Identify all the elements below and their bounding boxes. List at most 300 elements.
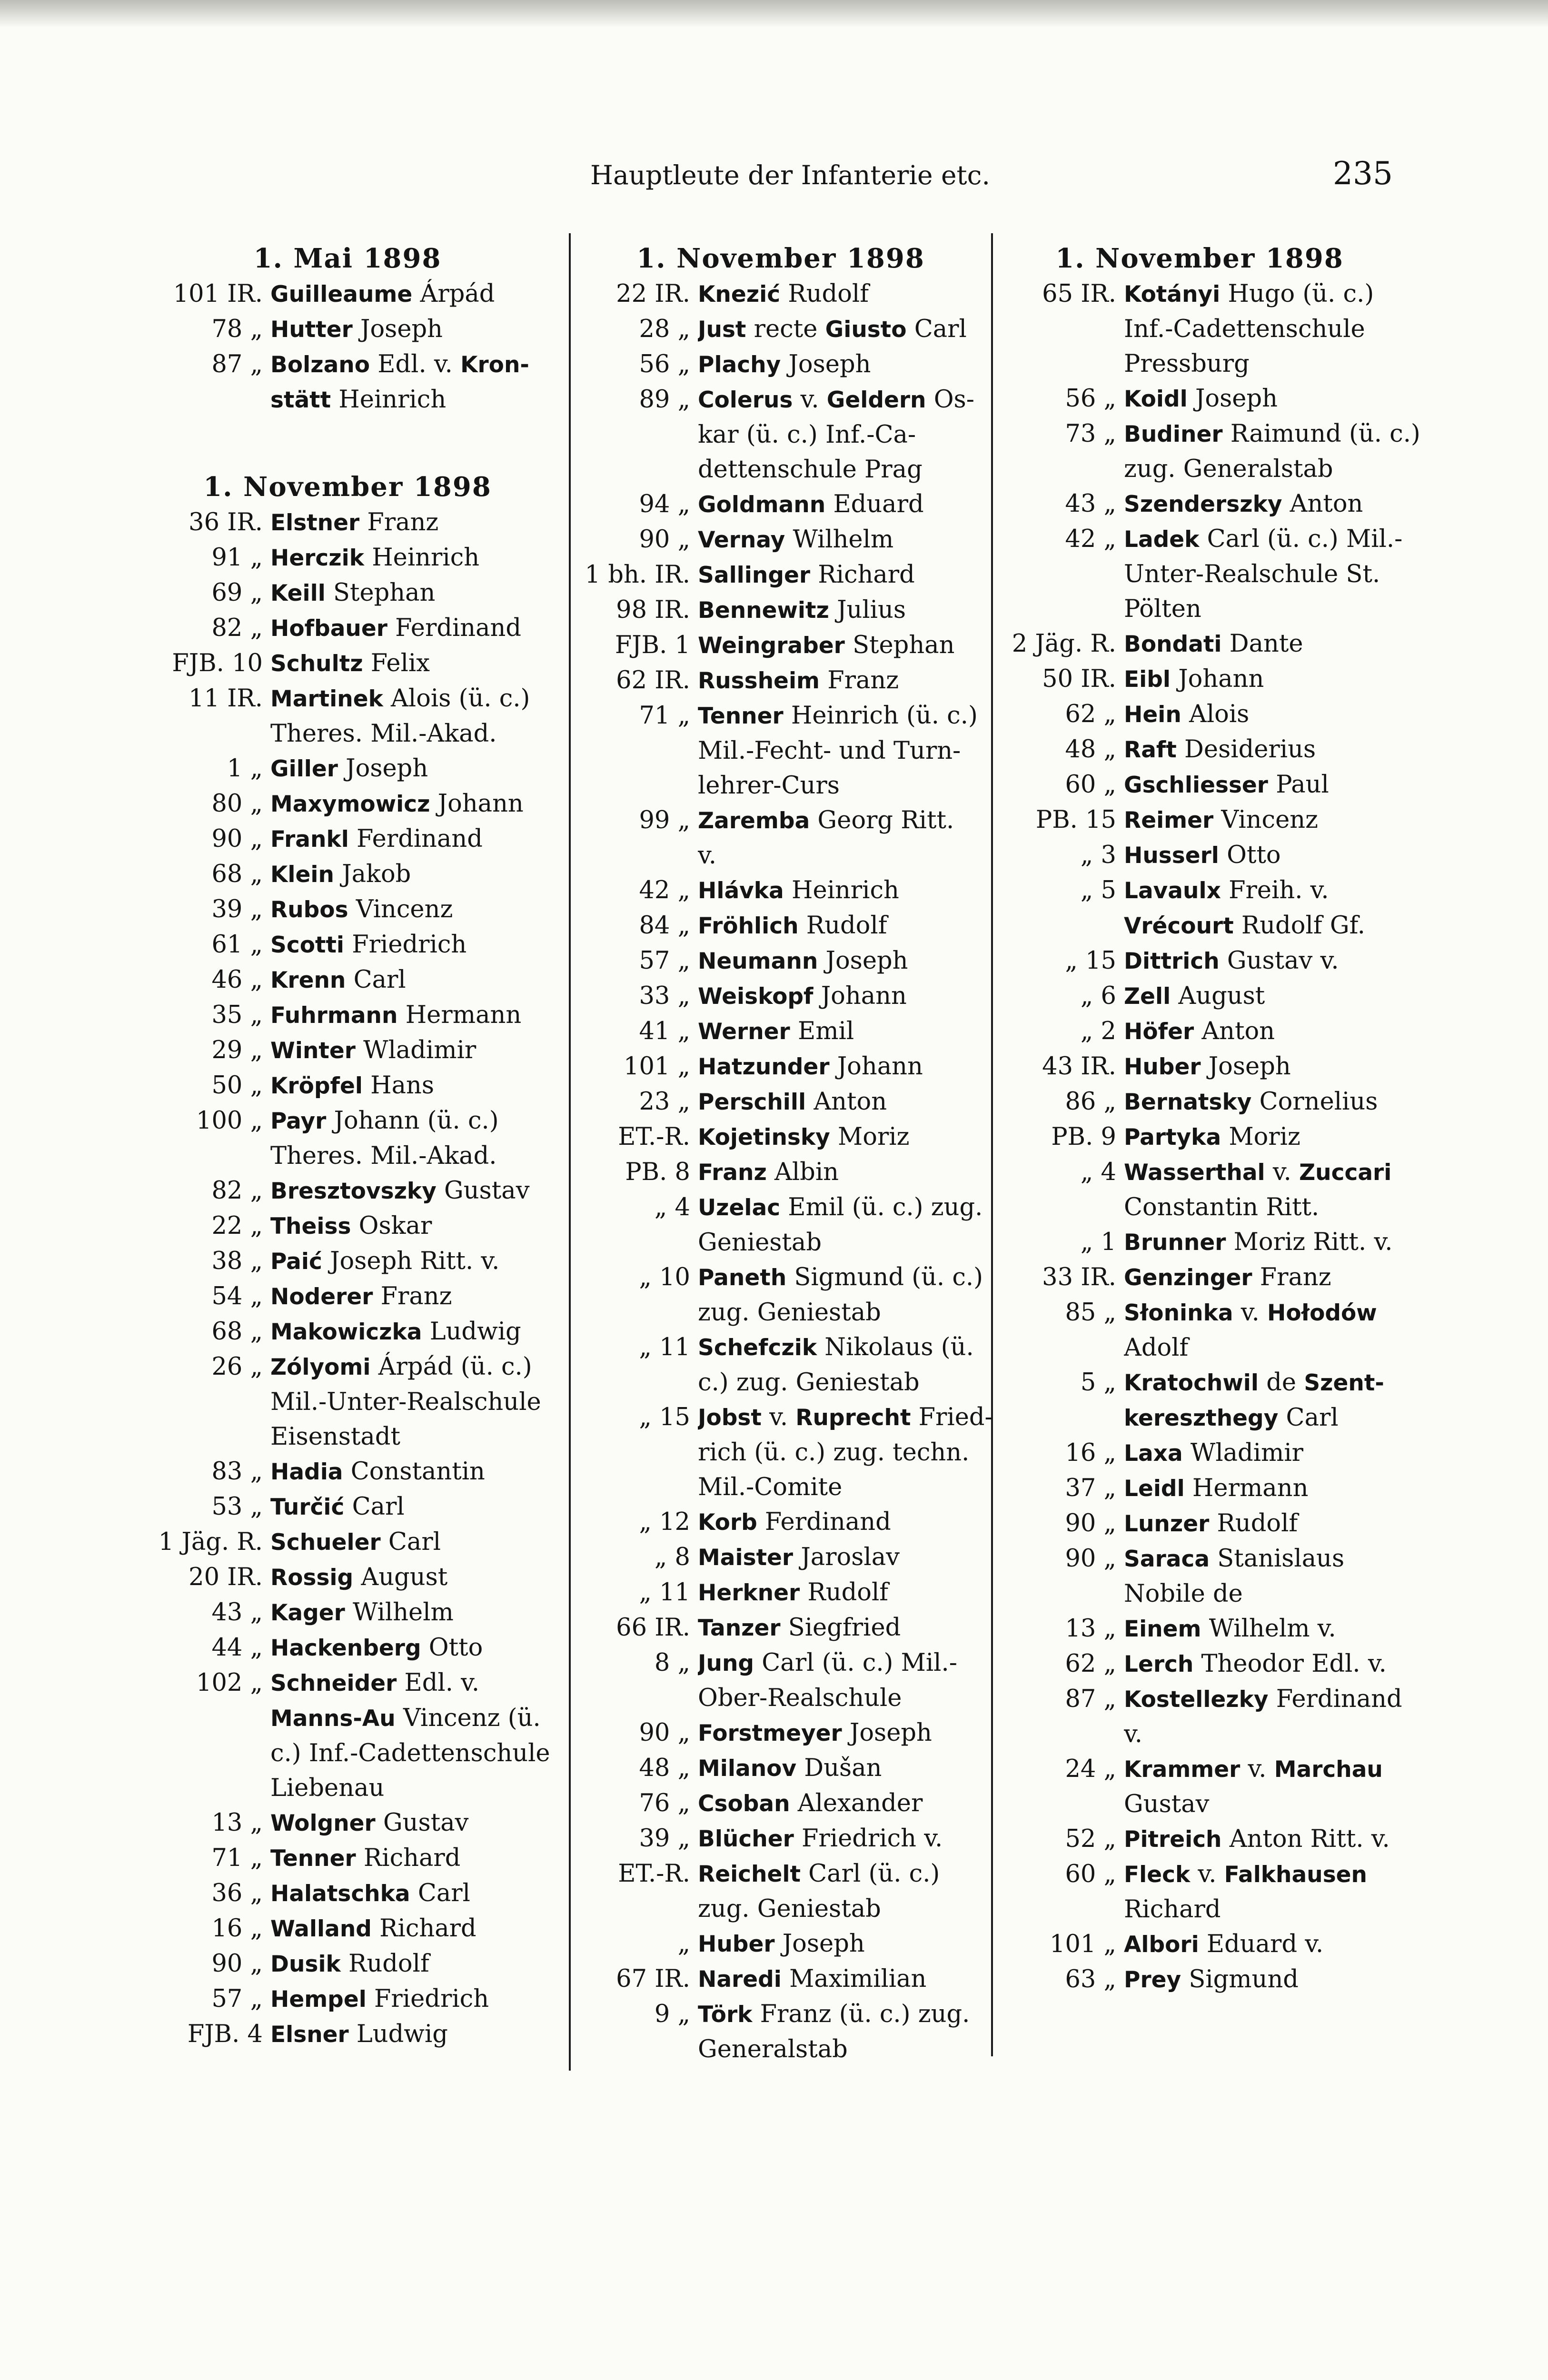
entry-text bbox=[698, 1926, 988, 1962]
roster-entry bbox=[138, 1525, 557, 1560]
given-name: Fried- bbox=[911, 1403, 993, 1431]
entry-text bbox=[270, 1454, 557, 1489]
entry-text bbox=[698, 1751, 988, 1786]
surname: Colerus bbox=[698, 387, 793, 413]
entry-text bbox=[1124, 1225, 1402, 1260]
unit-label: 87 „ bbox=[1065, 1685, 1116, 1713]
roster-entry bbox=[138, 822, 557, 857]
entry-text bbox=[698, 803, 988, 873]
entry-text bbox=[1124, 838, 1402, 873]
given-name: Eduard bbox=[825, 490, 924, 518]
entry-line bbox=[698, 1400, 993, 1435]
entry-line bbox=[270, 892, 557, 927]
entry-text bbox=[270, 892, 557, 927]
entry-line bbox=[270, 962, 557, 998]
surname: Husserl bbox=[1124, 843, 1219, 869]
entry-line bbox=[698, 1575, 988, 1610]
surname: Budiner bbox=[1124, 421, 1223, 447]
entry-line bbox=[270, 1314, 557, 1349]
roster-entry bbox=[997, 943, 1402, 979]
given-name: Alexander bbox=[790, 1789, 923, 1817]
entry-text bbox=[270, 927, 557, 962]
surname: Kojetinsky bbox=[698, 1124, 830, 1150]
entry-text bbox=[1124, 943, 1402, 979]
given-name: Stephan bbox=[325, 579, 436, 607]
entry-text bbox=[698, 1646, 988, 1716]
unit-label: 24 „ bbox=[1065, 1755, 1116, 1783]
surname: Giusto bbox=[825, 317, 907, 343]
unit-label: 42 „ bbox=[639, 876, 690, 904]
unit-label: 36 IR. bbox=[189, 508, 263, 536]
entry-text bbox=[1124, 1541, 1402, 1611]
surname: Kröpfel bbox=[270, 1073, 363, 1099]
unit-label: „ bbox=[677, 1930, 690, 1958]
entry-text bbox=[698, 1330, 988, 1400]
entry-text bbox=[698, 1155, 988, 1190]
unit-label: 48 „ bbox=[1065, 735, 1116, 764]
entry-text bbox=[1124, 277, 1402, 381]
entry-line bbox=[698, 557, 988, 593]
given-name: Felix bbox=[363, 649, 430, 677]
surname: Albori bbox=[1124, 1932, 1199, 1958]
entry-line bbox=[1124, 943, 1402, 979]
entry-text bbox=[698, 628, 988, 663]
unit-label: 13 „ bbox=[211, 1809, 263, 1837]
surname: Schueler bbox=[270, 1529, 381, 1556]
surname: Theiss bbox=[270, 1213, 351, 1240]
entry-line bbox=[698, 1786, 988, 1821]
entry-line bbox=[1124, 1611, 1402, 1646]
surname: Schneider bbox=[270, 1670, 397, 1696]
given-name: Carl (ü. c.) bbox=[800, 1860, 940, 1888]
unit-label: „ 4 bbox=[654, 1193, 690, 1221]
given-name: Heinrich bbox=[331, 386, 447, 414]
entry-line bbox=[270, 2017, 557, 2052]
surname: Weingraber bbox=[698, 633, 845, 659]
roster-entry bbox=[574, 1014, 988, 1049]
entry-line bbox=[698, 522, 988, 557]
surname: Kratochwil bbox=[1124, 1370, 1259, 1396]
roster-entry bbox=[997, 1295, 1402, 1365]
surname: Szent- bbox=[1304, 1370, 1384, 1396]
roster-entry bbox=[574, 1646, 988, 1716]
surname: Jobst bbox=[698, 1405, 762, 1431]
column-3 bbox=[997, 240, 1420, 1997]
entry-line bbox=[698, 1295, 988, 1330]
given-name: Mil.-Unter-Realschule bbox=[270, 1388, 541, 1416]
given-name: Richard bbox=[371, 1914, 476, 1943]
roster-entry bbox=[997, 277, 1402, 381]
unit-label: „ 11 bbox=[639, 1333, 690, 1361]
entry-line bbox=[1124, 1471, 1402, 1506]
roster-entry bbox=[574, 1856, 988, 1926]
given-name: Sigmund bbox=[1181, 1965, 1299, 1993]
surname: Törk bbox=[698, 2002, 753, 2028]
roster-entry bbox=[574, 628, 988, 663]
entry-text bbox=[270, 1103, 557, 1173]
given-name: August bbox=[1171, 982, 1265, 1010]
entry-text bbox=[270, 2017, 557, 2052]
entry-text bbox=[1124, 1014, 1402, 1049]
surname: Bolzano bbox=[270, 352, 370, 378]
given-name: rich (ü. c.) zug. techn. bbox=[698, 1438, 970, 1467]
unit-label: 101 „ bbox=[624, 1052, 690, 1081]
entry-line bbox=[1124, 347, 1402, 381]
given-name: Gustav bbox=[1124, 1790, 1210, 1818]
surname: Schefczik bbox=[698, 1335, 817, 1361]
surname: Bondati bbox=[1124, 631, 1222, 657]
entry-text bbox=[698, 1014, 988, 1049]
entry-line bbox=[270, 927, 557, 962]
entry-text bbox=[1124, 1682, 1402, 1752]
entry-line bbox=[1124, 557, 1402, 592]
entry-line bbox=[698, 1155, 988, 1190]
entry-text bbox=[270, 857, 557, 892]
given-name: recte bbox=[746, 315, 825, 343]
roster-entry bbox=[574, 522, 988, 557]
unit-label: 71 „ bbox=[639, 702, 690, 730]
section-heading: 1. Mai 1898 bbox=[253, 243, 442, 274]
roster-entry bbox=[574, 1049, 988, 1084]
entry-text bbox=[698, 1120, 988, 1155]
roster-entry bbox=[997, 1857, 1402, 1927]
surname: Werner bbox=[698, 1019, 790, 1045]
unit-label: 76 „ bbox=[639, 1789, 690, 1817]
surname: Prey bbox=[1124, 1967, 1181, 1993]
unit-label: 1 „ bbox=[227, 754, 263, 783]
roster-entry bbox=[997, 732, 1402, 767]
given-name: Jaroslav bbox=[793, 1543, 900, 1571]
given-name: Joseph Ritt. v. bbox=[322, 1247, 500, 1275]
roster-entry bbox=[138, 1666, 557, 1805]
entry-line bbox=[270, 1666, 557, 1701]
given-name: Friedrich bbox=[366, 1985, 489, 2013]
roster-entry bbox=[138, 1314, 557, 1349]
given-name: Raimund (ü. c.) bbox=[1222, 420, 1420, 448]
given-name: Unter-Realschule St. bbox=[1124, 560, 1380, 588]
entry-text bbox=[698, 1505, 988, 1540]
roster-entry bbox=[574, 593, 988, 628]
surname: Herkner bbox=[698, 1580, 800, 1606]
roster-entry bbox=[138, 347, 557, 417]
given-name: zug. Geniestab bbox=[698, 1895, 881, 1923]
roster-entry bbox=[138, 1103, 557, 1173]
surname: Leidl bbox=[1124, 1476, 1185, 1502]
entry-line bbox=[270, 575, 557, 611]
surname: Krammer bbox=[1124, 1756, 1240, 1783]
given-name: Richard bbox=[356, 1844, 461, 1872]
entry-text bbox=[1124, 1295, 1402, 1365]
entry-text bbox=[1124, 662, 1402, 697]
entry-line bbox=[270, 681, 557, 716]
entry-text bbox=[1124, 626, 1402, 662]
roster-entry bbox=[997, 697, 1402, 732]
roster-entry bbox=[574, 1751, 988, 1786]
entry-text bbox=[1124, 1857, 1402, 1927]
given-name: Wladimir bbox=[355, 1036, 476, 1064]
roster-entry bbox=[574, 803, 988, 873]
surname: Dittrich bbox=[1124, 948, 1220, 974]
surname: Krenn bbox=[270, 967, 346, 993]
entry-line bbox=[1124, 979, 1402, 1014]
unit-label: 90 „ bbox=[639, 1719, 690, 1747]
entry-line bbox=[1124, 838, 1402, 873]
given-name: Johann bbox=[1170, 665, 1264, 693]
entry-line bbox=[1124, 697, 1402, 732]
surname: Höfer bbox=[1124, 1019, 1194, 1045]
entry-text bbox=[1124, 979, 1402, 1014]
entry-line bbox=[1124, 1436, 1402, 1471]
entry-text bbox=[1124, 381, 1402, 416]
entry-text bbox=[270, 1595, 557, 1630]
given-name: Os- bbox=[926, 386, 974, 414]
entry-line bbox=[1124, 803, 1402, 838]
given-name: v. bbox=[1124, 1720, 1142, 1748]
surname: Zell bbox=[1124, 983, 1171, 1010]
roster-entry bbox=[997, 1927, 1402, 1962]
entry-text bbox=[270, 505, 557, 540]
entry-text bbox=[698, 1540, 988, 1575]
surname: Koidl bbox=[1124, 386, 1188, 412]
surname: Ruprecht bbox=[795, 1405, 911, 1431]
surname: kereszthegy bbox=[1124, 1405, 1279, 1431]
entry-text bbox=[698, 1610, 988, 1646]
entry-text bbox=[1124, 1646, 1402, 1682]
roster-entry bbox=[138, 1173, 557, 1209]
given-name: Rudolf Gf. bbox=[1233, 912, 1365, 940]
unit-label: 60 „ bbox=[1065, 771, 1116, 799]
entry-line bbox=[698, 1049, 988, 1084]
surname: Jung bbox=[698, 1650, 754, 1676]
roster-entry bbox=[138, 1349, 557, 1454]
surname: Partyka bbox=[1124, 1124, 1221, 1150]
entry-text bbox=[698, 347, 988, 382]
given-name: Stanislaus bbox=[1210, 1545, 1345, 1573]
entry-line bbox=[270, 1454, 557, 1489]
given-name: Inf.-Cadettenschule bbox=[1124, 315, 1365, 343]
entry-line bbox=[270, 1982, 557, 2017]
given-name: Hans bbox=[362, 1071, 435, 1100]
given-name: Gustav bbox=[375, 1809, 469, 1837]
roster-entry bbox=[997, 1822, 1402, 1857]
entry-text bbox=[270, 611, 557, 646]
given-name: Joseph bbox=[352, 315, 443, 343]
entry-text bbox=[1124, 1962, 1402, 1997]
given-name: Carl bbox=[344, 1493, 405, 1521]
given-name: Wladimir bbox=[1182, 1439, 1304, 1467]
roster-entry bbox=[997, 662, 1402, 697]
entry-line bbox=[698, 1190, 988, 1225]
given-name: Nikolaus (ü. bbox=[817, 1333, 974, 1361]
unit-label: PB. 15 bbox=[1035, 806, 1116, 834]
unit-label: „ 6 bbox=[1080, 982, 1116, 1010]
surname: Herczik bbox=[270, 545, 364, 571]
entry-line bbox=[698, 838, 988, 873]
given-name: Pölten bbox=[1124, 595, 1201, 623]
roster-entry bbox=[997, 381, 1402, 416]
entry-line bbox=[698, 979, 988, 1014]
entry-line bbox=[270, 1771, 557, 1805]
unit-label: ET.-R. bbox=[618, 1123, 690, 1151]
entry-text bbox=[270, 786, 557, 822]
given-name: c.) zug. Geniestab bbox=[698, 1368, 920, 1397]
surname: Franz bbox=[698, 1160, 767, 1186]
entry-line bbox=[270, 611, 557, 646]
entry-line bbox=[698, 1120, 988, 1155]
unit-label: „ 12 bbox=[639, 1508, 690, 1536]
column-1 bbox=[138, 240, 557, 2052]
unit-label: 91 „ bbox=[211, 544, 263, 572]
roster-entry bbox=[574, 1120, 988, 1155]
entry-line bbox=[1124, 1962, 1402, 1997]
entry-line bbox=[270, 1419, 557, 1454]
roster-entry bbox=[574, 1821, 988, 1856]
roster-entry bbox=[138, 646, 557, 681]
given-name: Franz bbox=[359, 508, 439, 536]
entry-text bbox=[270, 1489, 557, 1525]
roster-entry bbox=[997, 1611, 1402, 1646]
entry-text bbox=[1124, 1506, 1402, 1541]
unit-label: 56 „ bbox=[639, 350, 690, 378]
given-name: Stephan bbox=[844, 631, 955, 659]
roster-entry bbox=[574, 1716, 988, 1751]
given-name: Edl. v. bbox=[397, 1669, 480, 1697]
entry-text bbox=[698, 593, 988, 628]
roster-entry bbox=[138, 1841, 557, 1876]
entry-line bbox=[270, 1244, 557, 1279]
given-name: Carl bbox=[1278, 1404, 1339, 1432]
unit-label: 94 „ bbox=[639, 490, 690, 518]
roster-entry bbox=[138, 277, 557, 312]
given-name: zug. Geniestab bbox=[698, 1299, 881, 1327]
entry-text bbox=[270, 1805, 557, 1841]
roster-entry bbox=[574, 873, 988, 908]
unit-label: 90 „ bbox=[211, 825, 263, 853]
unit-label: 100 „ bbox=[196, 1107, 263, 1135]
unit-label: 61 „ bbox=[211, 931, 263, 959]
given-name: August bbox=[353, 1563, 448, 1591]
entry-line bbox=[1124, 522, 1402, 557]
surname: Blücher bbox=[698, 1826, 794, 1852]
surname: Tenner bbox=[270, 1845, 356, 1872]
entry-text bbox=[698, 943, 988, 979]
roster-entry bbox=[574, 347, 988, 382]
entry-line bbox=[698, 1716, 988, 1751]
given-name: zug. Generalstab bbox=[1124, 455, 1333, 483]
entry-line bbox=[1124, 1330, 1402, 1365]
surname: Reimer bbox=[1124, 807, 1214, 833]
surname: Fuhrmann bbox=[270, 1002, 398, 1029]
entry-text bbox=[270, 681, 557, 751]
unit-label: 62 „ bbox=[1065, 700, 1116, 728]
surname: Halatschka bbox=[270, 1881, 410, 1907]
given-name: Vincenz bbox=[1213, 806, 1318, 834]
unit-label: 98 IR. bbox=[616, 596, 690, 624]
surname: Einem bbox=[1124, 1616, 1201, 1642]
given-name: Constantin bbox=[343, 1458, 485, 1486]
surname: Dusik bbox=[270, 1951, 341, 1977]
surname: Raft bbox=[1124, 737, 1177, 763]
roster-entry bbox=[138, 312, 557, 347]
entry-line bbox=[1124, 1190, 1402, 1225]
given-name: Carl bbox=[346, 966, 406, 994]
surname: Maxymowicz bbox=[270, 791, 430, 817]
surname: Lavaulx bbox=[1124, 878, 1221, 904]
given-name: Johann bbox=[430, 790, 524, 818]
entry-line bbox=[1124, 1260, 1402, 1295]
entry-text bbox=[1124, 1155, 1402, 1225]
unit-label: „ 3 bbox=[1080, 841, 1116, 869]
given-name: Rudolf bbox=[798, 912, 887, 940]
given-name: Árpád (ü. c.) bbox=[370, 1353, 532, 1381]
entry-line bbox=[270, 1068, 557, 1103]
unit-label: PB. 8 bbox=[625, 1158, 690, 1186]
roster-entry bbox=[574, 557, 988, 593]
unit-label: 102 „ bbox=[196, 1669, 263, 1697]
entry-line bbox=[270, 1385, 557, 1419]
given-name: Jakob bbox=[334, 860, 411, 888]
entry-line bbox=[1124, 1717, 1402, 1752]
unit-label: 99 „ bbox=[639, 806, 690, 834]
given-name: Emil (ü. c.) zug. bbox=[780, 1193, 983, 1221]
roster-entry bbox=[138, 681, 557, 751]
column-rule-1 bbox=[569, 233, 571, 2071]
unit-label: 43 IR. bbox=[1042, 1052, 1116, 1081]
surname: Korb bbox=[698, 1509, 757, 1536]
entry-line bbox=[1124, 1014, 1402, 1049]
roster-entry bbox=[997, 1682, 1402, 1752]
unit-label: 82 „ bbox=[211, 1177, 263, 1205]
entry-text bbox=[270, 1630, 557, 1666]
unit-label: FJB. 4 bbox=[187, 2020, 263, 2048]
unit-label: „ 8 bbox=[654, 1543, 690, 1571]
surname: Reichelt bbox=[698, 1861, 801, 1887]
unit-label: „ 11 bbox=[639, 1578, 690, 1606]
unit-label: 50 IR. bbox=[1042, 665, 1116, 693]
unit-label: 23 „ bbox=[639, 1088, 690, 1116]
roster-entry bbox=[138, 1033, 557, 1068]
entry-line bbox=[270, 1876, 557, 1911]
entry-line bbox=[270, 347, 557, 382]
entry-text bbox=[698, 1962, 988, 1997]
entry-line bbox=[270, 716, 557, 751]
surname: Zuccari bbox=[1299, 1160, 1392, 1186]
entry-text bbox=[1124, 1611, 1402, 1646]
entry-line bbox=[1124, 1155, 1402, 1190]
entry-line bbox=[698, 1610, 988, 1646]
entry-line bbox=[1124, 732, 1402, 767]
roster-entry bbox=[574, 943, 988, 979]
entry-text bbox=[698, 1400, 993, 1505]
given-name: Anton bbox=[1194, 1017, 1275, 1045]
entry-text bbox=[698, 557, 988, 593]
given-name: lehrer-Curs bbox=[698, 772, 840, 800]
entry-text bbox=[270, 1173, 557, 1209]
surname: Bernatsky bbox=[1124, 1089, 1252, 1115]
roster-entry bbox=[138, 540, 557, 575]
roster-entry bbox=[574, 1997, 988, 2067]
unit-label: 39 „ bbox=[639, 1825, 690, 1853]
given-name: Franz bbox=[820, 666, 899, 694]
running-title: Hauptleute der Infanterie etc. bbox=[590, 160, 990, 190]
surname: Sallinger bbox=[698, 562, 811, 588]
unit-label: 66 IR. bbox=[616, 1614, 690, 1642]
surname: Fröhlich bbox=[698, 913, 799, 939]
entry-line bbox=[270, 1946, 557, 1982]
unit-label: 43 „ bbox=[1065, 490, 1116, 518]
surname: Maister bbox=[698, 1545, 794, 1571]
unit-label: ET.-R. bbox=[618, 1860, 690, 1888]
